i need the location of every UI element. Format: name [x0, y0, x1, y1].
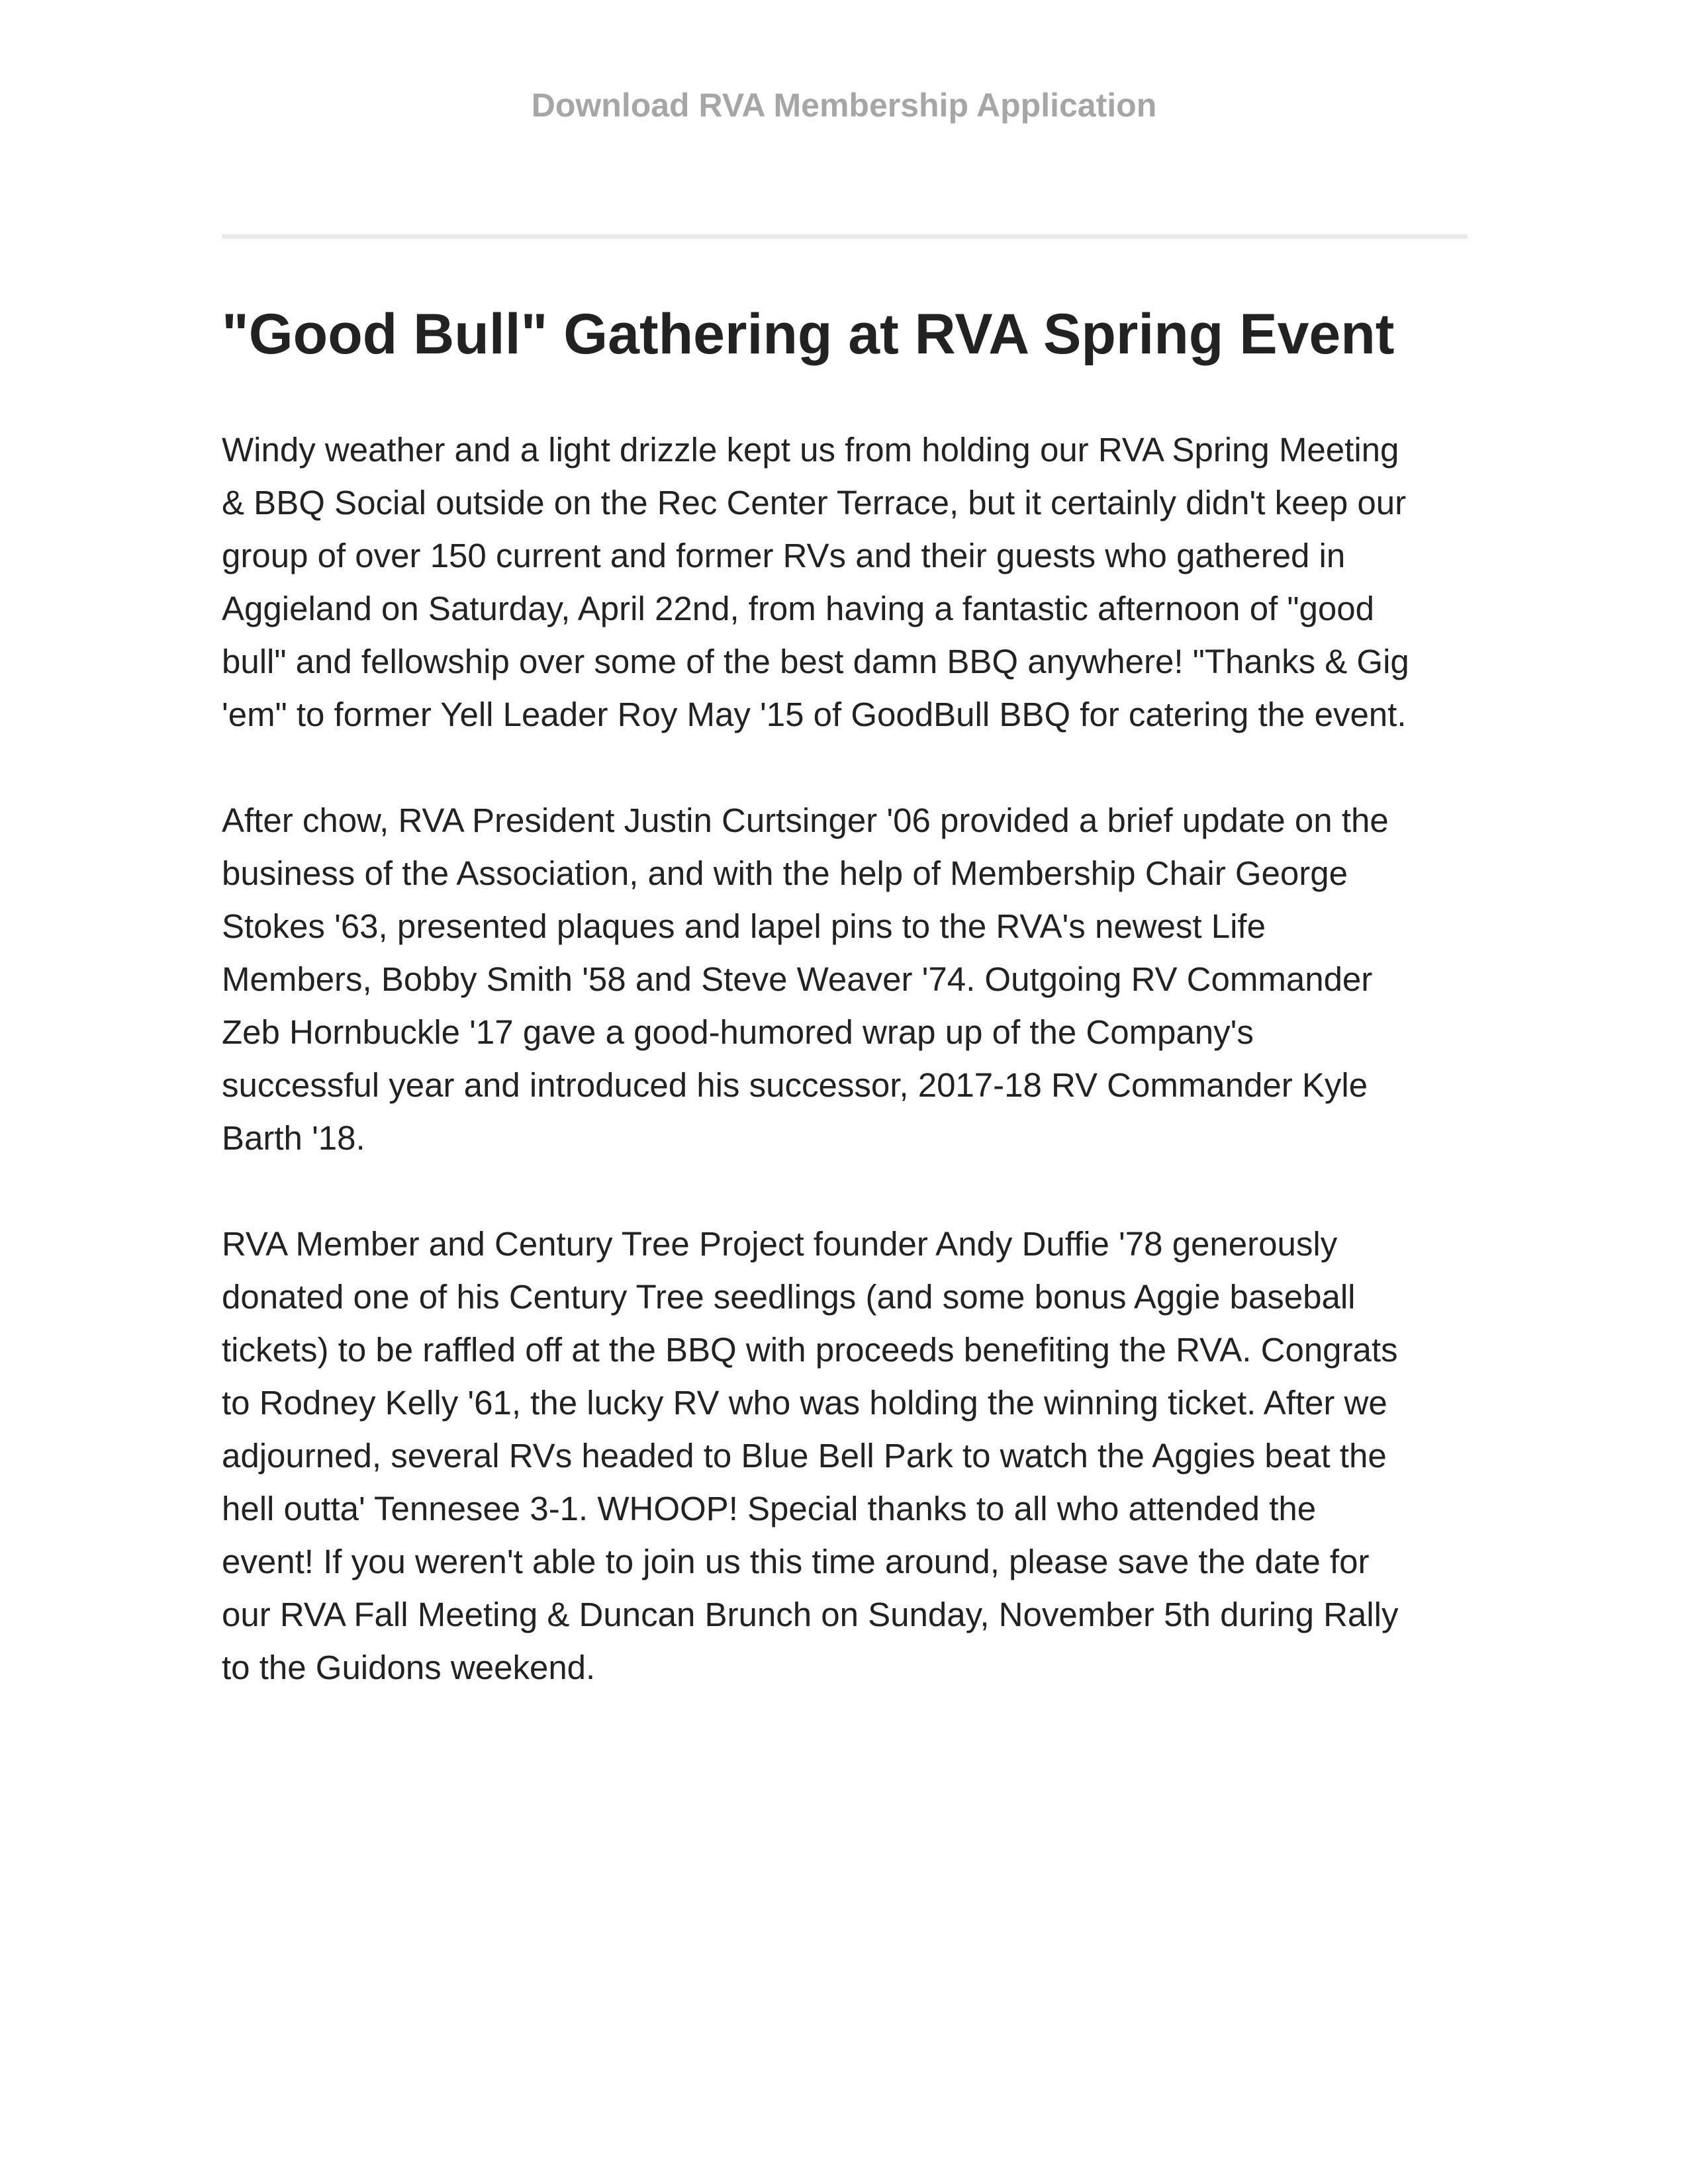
paragraph-line: to Rodney Kelly '61, the lucky RV who was holding the winning ticket. After we	[222, 1384, 1387, 1422]
article-title: "Good Bull" Gathering at RVA Spring Event	[222, 302, 1395, 366]
paragraph-line: hell outta' Tennesee 3-1. WHOOP! Special thanks to all who attended the	[222, 1490, 1317, 1527]
paragraph-line: Stokes '63, presented plaques and lapel pins to the RVA's newest Life	[222, 907, 1266, 945]
paragraph-line: event! If you weren't able to join us this time around, please save the date for	[222, 1543, 1370, 1580]
paragraph-line: & BBQ Social outside on the Rec Center Terrace, but it certainly didn't keep our	[222, 484, 1407, 522]
paragraph-line: business of the Association, and with the help of Membership Chair George	[222, 854, 1348, 892]
paragraph-3	[222, 1218, 1479, 1694]
paragraph-line: adjourned, several RVs headed to Blue Bell Park to watch the Aggies beat the	[222, 1437, 1387, 1475]
paragraph-line: successful year and introduced his successor, 2017-18 RV Commander Kyle	[222, 1066, 1368, 1104]
paragraph-line: group of over 150 current and former RVs and their guests who gathered in	[222, 537, 1346, 574]
paragraph-line: to the Guidons weekend.	[222, 1649, 596, 1686]
paragraph-line: bull" and fellowship over some of the best damn BBQ anywhere! "Thanks & Gig	[222, 643, 1409, 680]
paragraph-line: Aggieland on Saturday, April 22nd, from having a fantastic afternoon of "good	[222, 590, 1374, 627]
paragraph-line: Members, Bobby Smith '58 and Steve Weaver '74. Outgoing RV Commander	[222, 960, 1373, 998]
paragraph-line: our RVA Fall Meeting & Duncan Brunch on Sunday, November 5th during Rally	[222, 1596, 1399, 1633]
paragraph-line: 'em" to former Yell Leader Roy May '15 of GoodBull BBQ for catering the event.	[222, 696, 1407, 733]
paragraph-line: Zeb Hornbuckle '17 gave a good-humored wrap up of the Company's	[222, 1013, 1254, 1051]
article-body	[222, 424, 1479, 1747]
paragraph-1	[222, 424, 1479, 741]
paragraph-line: After chow, RVA President Justin Curtsinger '06 provided a brief update on the	[222, 801, 1389, 839]
paragraph-2	[222, 794, 1479, 1165]
paragraph-line: RVA Member and Century Tree Project founder Andy Duffie '78 generously	[222, 1225, 1338, 1263]
paragraph-line: donated one of his Century Tree seedlings (and some bonus Aggie baseball	[222, 1278, 1356, 1316]
download-membership-application-link[interactable]: Download RVA Membership Application	[531, 87, 1157, 124]
section-divider	[222, 234, 1468, 239]
paragraph-line: Barth '18.	[222, 1119, 365, 1157]
paragraph-line: Windy weather and a light drizzle kept us from holding our RVA Spring Meeting	[222, 431, 1399, 469]
paragraph-line: tickets) to be raffled off at the BBQ with proceeds benefiting the RVA. Congrats	[222, 1331, 1398, 1369]
